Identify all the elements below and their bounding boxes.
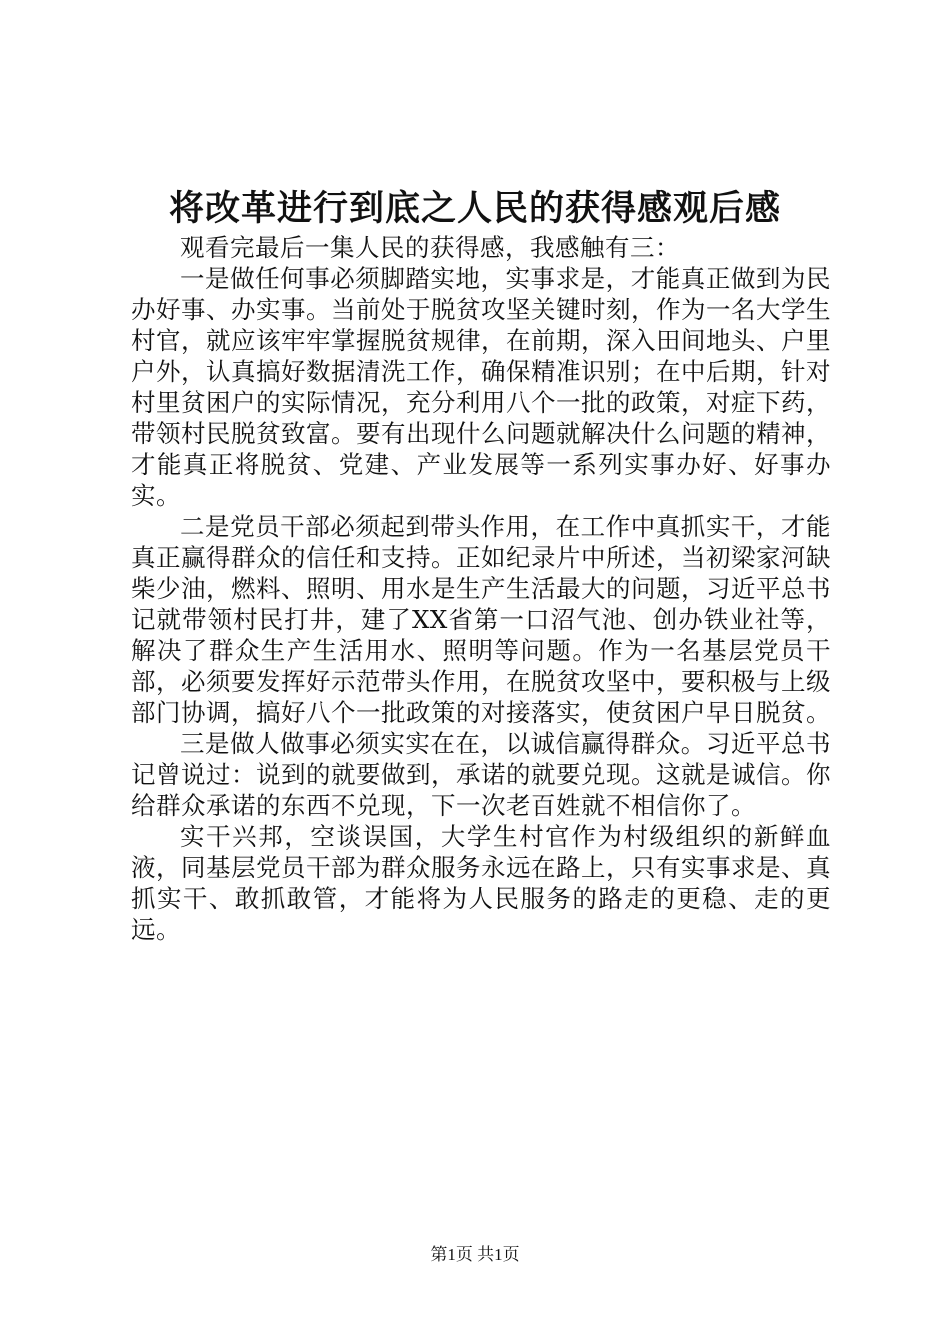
document-title: 将改革进行到底之人民的获得感观后感: [168, 188, 781, 229]
paragraph-point-two: 二是党员干部必须起到带头作用，在工作中真抓实干，才能真正赢得群众的信任和支持。正如纪录片中所述，当初梁家河缺柴少油，燃料、照明、用水是生产生活最大的问题，习近平总书记就带领村民打井，建了XX省第一口沼气池、创办铁业社等，解决了群众生产生活用水、照明等问题。作为一名基层党员干部，必须要发挥好示范带头作用，在脱贫攻坚中，要积极与上级部门协调，搞好八个一批政策的对接落实，使贫困户早日脱贫。: [131, 512, 831, 727]
paragraph-point-one: 一是做任何事必须脚踏实地，实事求是，才能真正做到为民办好事、办实事。当前处于脱贫攻坚关键时刻，作为一名大学生村官，就应该牢牢掌握脱贫规律，在前期，深入田间地头、户里户外，认真搞好数据清洗工作，确保精准识别；在中后期，针对村里贫困户的实际情况，充分利用八个一批的政策，对症下药，带领村民脱贫致富。要有出现什么问题就解决什么问题的精神，才能真正将脱贫、党建、产业发展等一系列实事办好、好事办实。: [131, 264, 831, 510]
paragraph-point-three: 三是做人做事必须实实在在，以诚信赢得群众。习近平总书记曾说过：说到的就要做到，承诺的就要兑现。这就是诚信。你给群众承诺的东西不兑现，下一次老百姓就不相信你了。: [131, 729, 831, 820]
paragraph-intro: 观看完最后一集人民的获得感，我感触有三：: [180, 233, 680, 262]
page-footer: 第1页 共1页: [430, 1245, 520, 1264]
paragraph-conclusion: 实干兴邦，空谈误国，大学生村官作为村级组织的新鲜血液，同基层党员干部为群众服务永远在路上，只有实事求是、真抓实干、敢抓敢管，才能将为人民服务的路走的更稳、走的更远。: [131, 822, 831, 944]
document-body: [131, 232, 831, 945]
